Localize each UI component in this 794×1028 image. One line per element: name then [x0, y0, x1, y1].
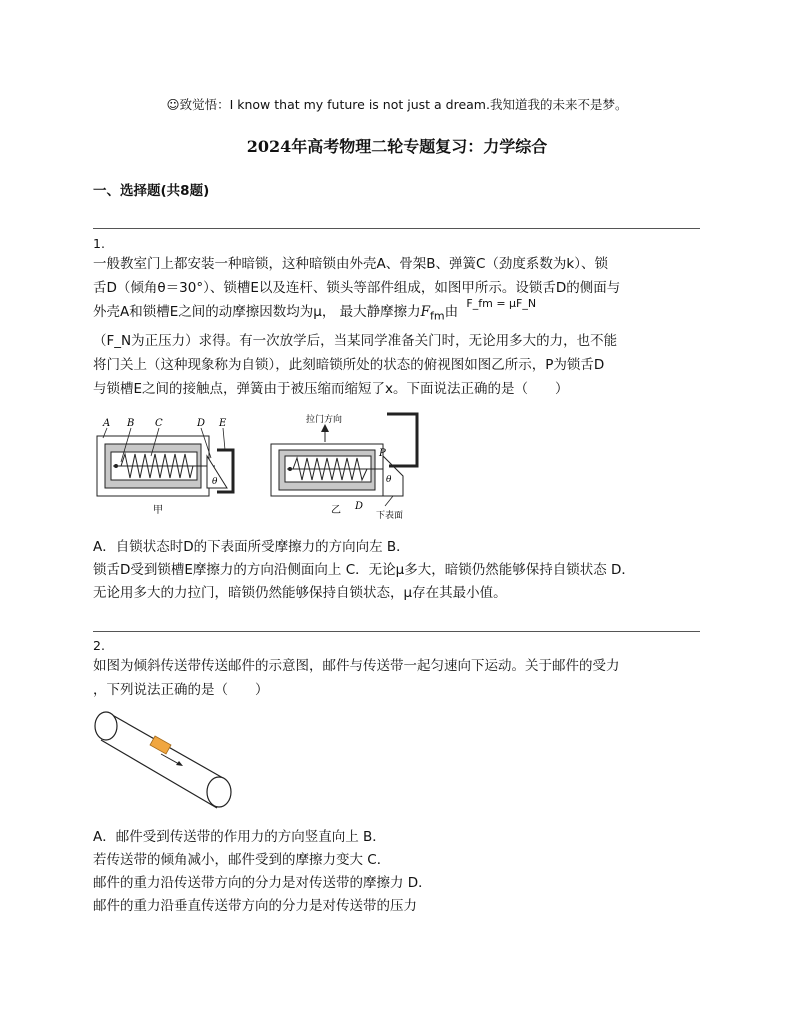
package	[150, 736, 171, 754]
question-2-options	[93, 826, 708, 918]
question-2-stem	[93, 654, 708, 702]
leader-bottom-surface	[385, 496, 393, 506]
upper-roller	[95, 712, 117, 740]
question-divider	[93, 228, 700, 229]
force-subscript: fm	[430, 309, 445, 323]
bottom-surface-label: 下表面	[376, 511, 404, 521]
motion-arrowhead	[176, 761, 183, 766]
option-line: 无论用多大的力拉门，暗锁仍然能够保持自锁状态，μ存在其最小值。	[93, 585, 507, 601]
groove-e	[387, 414, 417, 466]
motto-line: ☺致觉悟：I know that my future is not just a dream.我知道我的未来不是梦。	[166, 97, 628, 112]
caption-jia: 甲	[153, 505, 163, 516]
pivot	[288, 467, 292, 471]
stem-line: 与锁槽E之间的接触点，弹簧由于被压缩而缩短了x。下面说法正确的是（ ）	[93, 380, 569, 397]
conveyor-figure	[93, 706, 243, 814]
stem-line: 将门关上（这种现象称为自锁），此刻暗锁所处的状态的俯视图如图乙所示，P为锁舌D	[93, 356, 605, 373]
stem-line-with-formula	[93, 297, 708, 329]
section-heading: 一、选择题(共8题)	[93, 183, 210, 199]
option-line: 锁舌D受到锁槽E摩擦力的方向沿侧面向上 C．无论μ多大，暗锁仍然能够保持自锁状态 D．	[93, 562, 635, 578]
option-line: A．邮件受到传送带的作用力的方向竖直向上 B．	[93, 829, 386, 845]
question-divider	[93, 631, 700, 632]
label-a: A	[103, 418, 111, 429]
question-1-number: 1.	[93, 236, 105, 251]
label-d: D	[355, 501, 364, 512]
stem-text: 由	[444, 304, 459, 320]
option-line: 邮件的重力沿传送带方向的分力是对传送带的摩擦力 D．	[93, 875, 432, 891]
stem-text: 外壳A和锁槽E之间的动摩擦因数均为μ， 最大静摩擦力	[93, 304, 421, 320]
pull-arrowhead	[321, 424, 329, 432]
pivot	[114, 464, 118, 468]
stem-line: 一般教室门上都安装一种暗锁，这种暗锁由外壳A、骨架B、弹簧C（劲度系数为k）、锁	[93, 256, 608, 272]
caption-yi: 乙	[331, 505, 341, 516]
diagram-jia	[97, 418, 233, 516]
friction-formula: F_fm = μF_N	[466, 297, 537, 310]
lower-roller	[207, 777, 231, 807]
question-1-options	[93, 536, 708, 605]
diagram-yi	[271, 413, 417, 521]
label-theta: θ	[212, 477, 218, 487]
label-b: B	[127, 418, 135, 429]
stem-line: 如图为倾斜传送带传送邮件的示意图，邮件与传送带一起匀速向下运动。关于邮件的受力	[93, 658, 620, 674]
stem-line: 舌D（倾角θ＝30°）、锁槽E以及连杆、锁头等部件组成，如图甲所示。设锁舌D的侧面与	[93, 280, 621, 296]
leader-e	[223, 428, 225, 450]
stem-line: （F_N为正压力）求得。有一次放学后，当某同学准备关门时，无论用多大的力，也不能	[93, 332, 618, 349]
force-symbol: F	[420, 304, 431, 320]
option-line: 邮件的重力沿垂直传送带方向的分力是对传送带的压力	[93, 898, 417, 914]
label-theta: θ	[386, 475, 392, 485]
stem-line: ，下列说法正确的是（ ）	[93, 682, 269, 698]
option-line: A．自锁状态时D的下表面所受摩擦力的方向向左 B．	[93, 539, 410, 555]
label-d: D	[197, 418, 206, 429]
question-1-stem	[93, 252, 708, 401]
lock-figure	[93, 412, 433, 524]
motion-arrow	[161, 754, 179, 764]
label-p: P	[379, 448, 386, 459]
option-line: 若传送带的倾角减小，邮件受到的摩擦力变大 C．	[93, 852, 391, 868]
question-2-number: 2.	[93, 638, 105, 653]
label-c: C	[155, 418, 163, 429]
pull-direction-label: 拉门方向	[306, 415, 343, 425]
label-e: E	[219, 418, 227, 429]
document-title: 2024年高考物理二轮专题复习：力学综合	[246, 137, 548, 156]
